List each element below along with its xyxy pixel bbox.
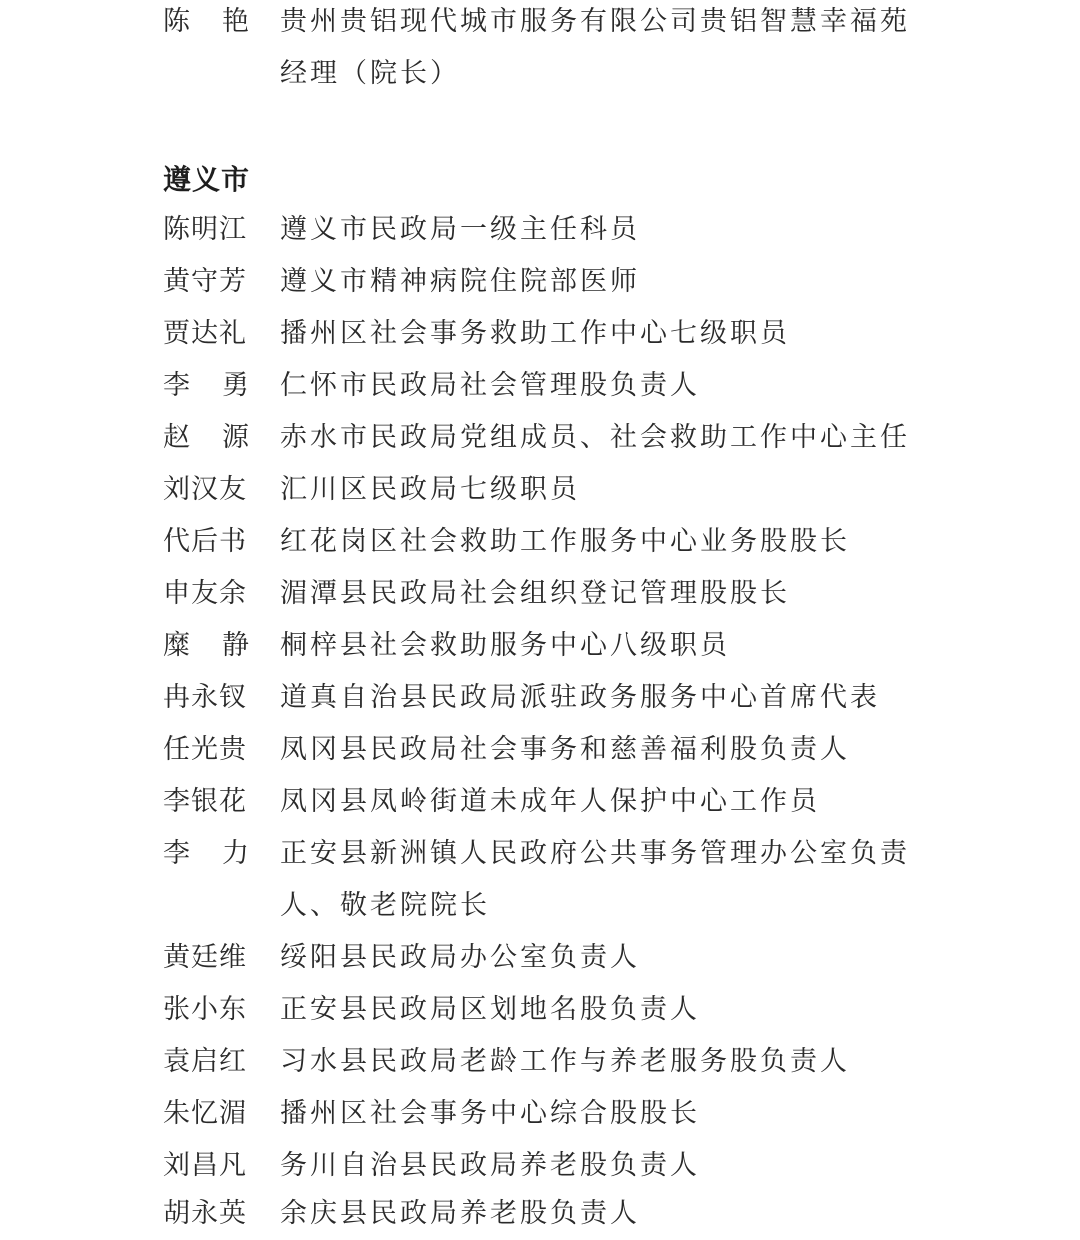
person-name: 陈明江: [163, 214, 247, 245]
name-char: 勇: [222, 370, 249, 401]
person-name: 刘汉友: [163, 474, 247, 505]
person-title: 务川自治县民政局养老股负责人: [280, 1150, 700, 1181]
person-name: 袁启红: [163, 1046, 247, 1077]
person-title: 汇川区民政局七级职员: [280, 474, 580, 505]
person-name: 黄守芳: [163, 266, 247, 297]
person-name: [163, 620, 249, 672]
person-name: [163, 828, 249, 880]
name-char: 静: [222, 630, 249, 661]
person-title: 贵州贵铝现代城市服务有限公司贵铝智慧幸福苑: [280, 6, 910, 37]
person-name: 张小东: [163, 994, 247, 1025]
person-title: 凤冈县凤岭街道未成年人保护中心工作员: [280, 786, 820, 817]
name-char: 陈: [163, 6, 190, 37]
person-name: 李银花: [163, 786, 247, 817]
person-title: 红花岗区社会救助工作服务中心业务股股长: [280, 526, 850, 557]
person-title: 桐梓县社会救助服务中心八级职员: [280, 630, 730, 661]
name-char: 力: [222, 838, 249, 869]
name-char: 李: [163, 370, 190, 401]
person-title-continued: 经理（院长）: [280, 58, 460, 89]
person-name: 黄廷维: [163, 942, 247, 973]
section-heading: 遵义市: [163, 163, 251, 196]
person-title: 余庆县民政局养老股负责人: [280, 1198, 640, 1229]
person-name: 任光贵: [163, 734, 247, 765]
person-title: 遵义市民政局一级主任科员: [280, 214, 640, 245]
person-name: 刘昌凡: [163, 1150, 247, 1181]
person-title: 习水县民政局老龄工作与养老服务股负责人: [280, 1046, 850, 1077]
person-title: 道真自治县民政局派驻政务服务中心首席代表: [280, 682, 880, 713]
person-name: 贾达礼: [163, 318, 247, 349]
person-title: 凤冈县民政局社会事务和慈善福利股负责人: [280, 734, 850, 765]
person-title: 播州区社会事务救助工作中心七级职员: [280, 318, 790, 349]
name-char: 李: [163, 838, 190, 869]
person-title: 赤水市民政局党组成员、社会救助工作中心主任: [280, 422, 910, 453]
person-title: 仁怀市民政局社会管理股负责人: [280, 370, 700, 401]
name-char: 糜: [163, 630, 190, 661]
person-name: 胡永英: [163, 1198, 247, 1229]
person-title-continued: 人、敬老院院长: [280, 890, 490, 921]
person-title: 遵义市精神病院住院部医师: [280, 266, 640, 297]
name-char: 艳: [222, 6, 249, 37]
person-name: [163, 412, 249, 464]
person-title: 正安县新洲镇人民政府公共事务管理办公室负责: [280, 838, 910, 869]
person-name: [163, 360, 249, 412]
person-title: 湄潭县民政局社会组织登记管理股股长: [280, 578, 790, 609]
person-title: 绥阳县民政局办公室负责人: [280, 942, 640, 973]
person-name: 代后书: [163, 526, 247, 557]
person-name: [163, 0, 249, 48]
name-char: 赵: [163, 422, 190, 453]
person-name: 冉永钗: [163, 682, 247, 713]
person-title: 正安县民政局区划地名股负责人: [280, 994, 700, 1025]
name-char: 源: [222, 422, 249, 453]
person-name: 申友余: [163, 578, 247, 609]
person-title: 播州区社会事务中心综合股股长: [280, 1098, 700, 1129]
person-name: 朱忆湄: [163, 1098, 247, 1129]
